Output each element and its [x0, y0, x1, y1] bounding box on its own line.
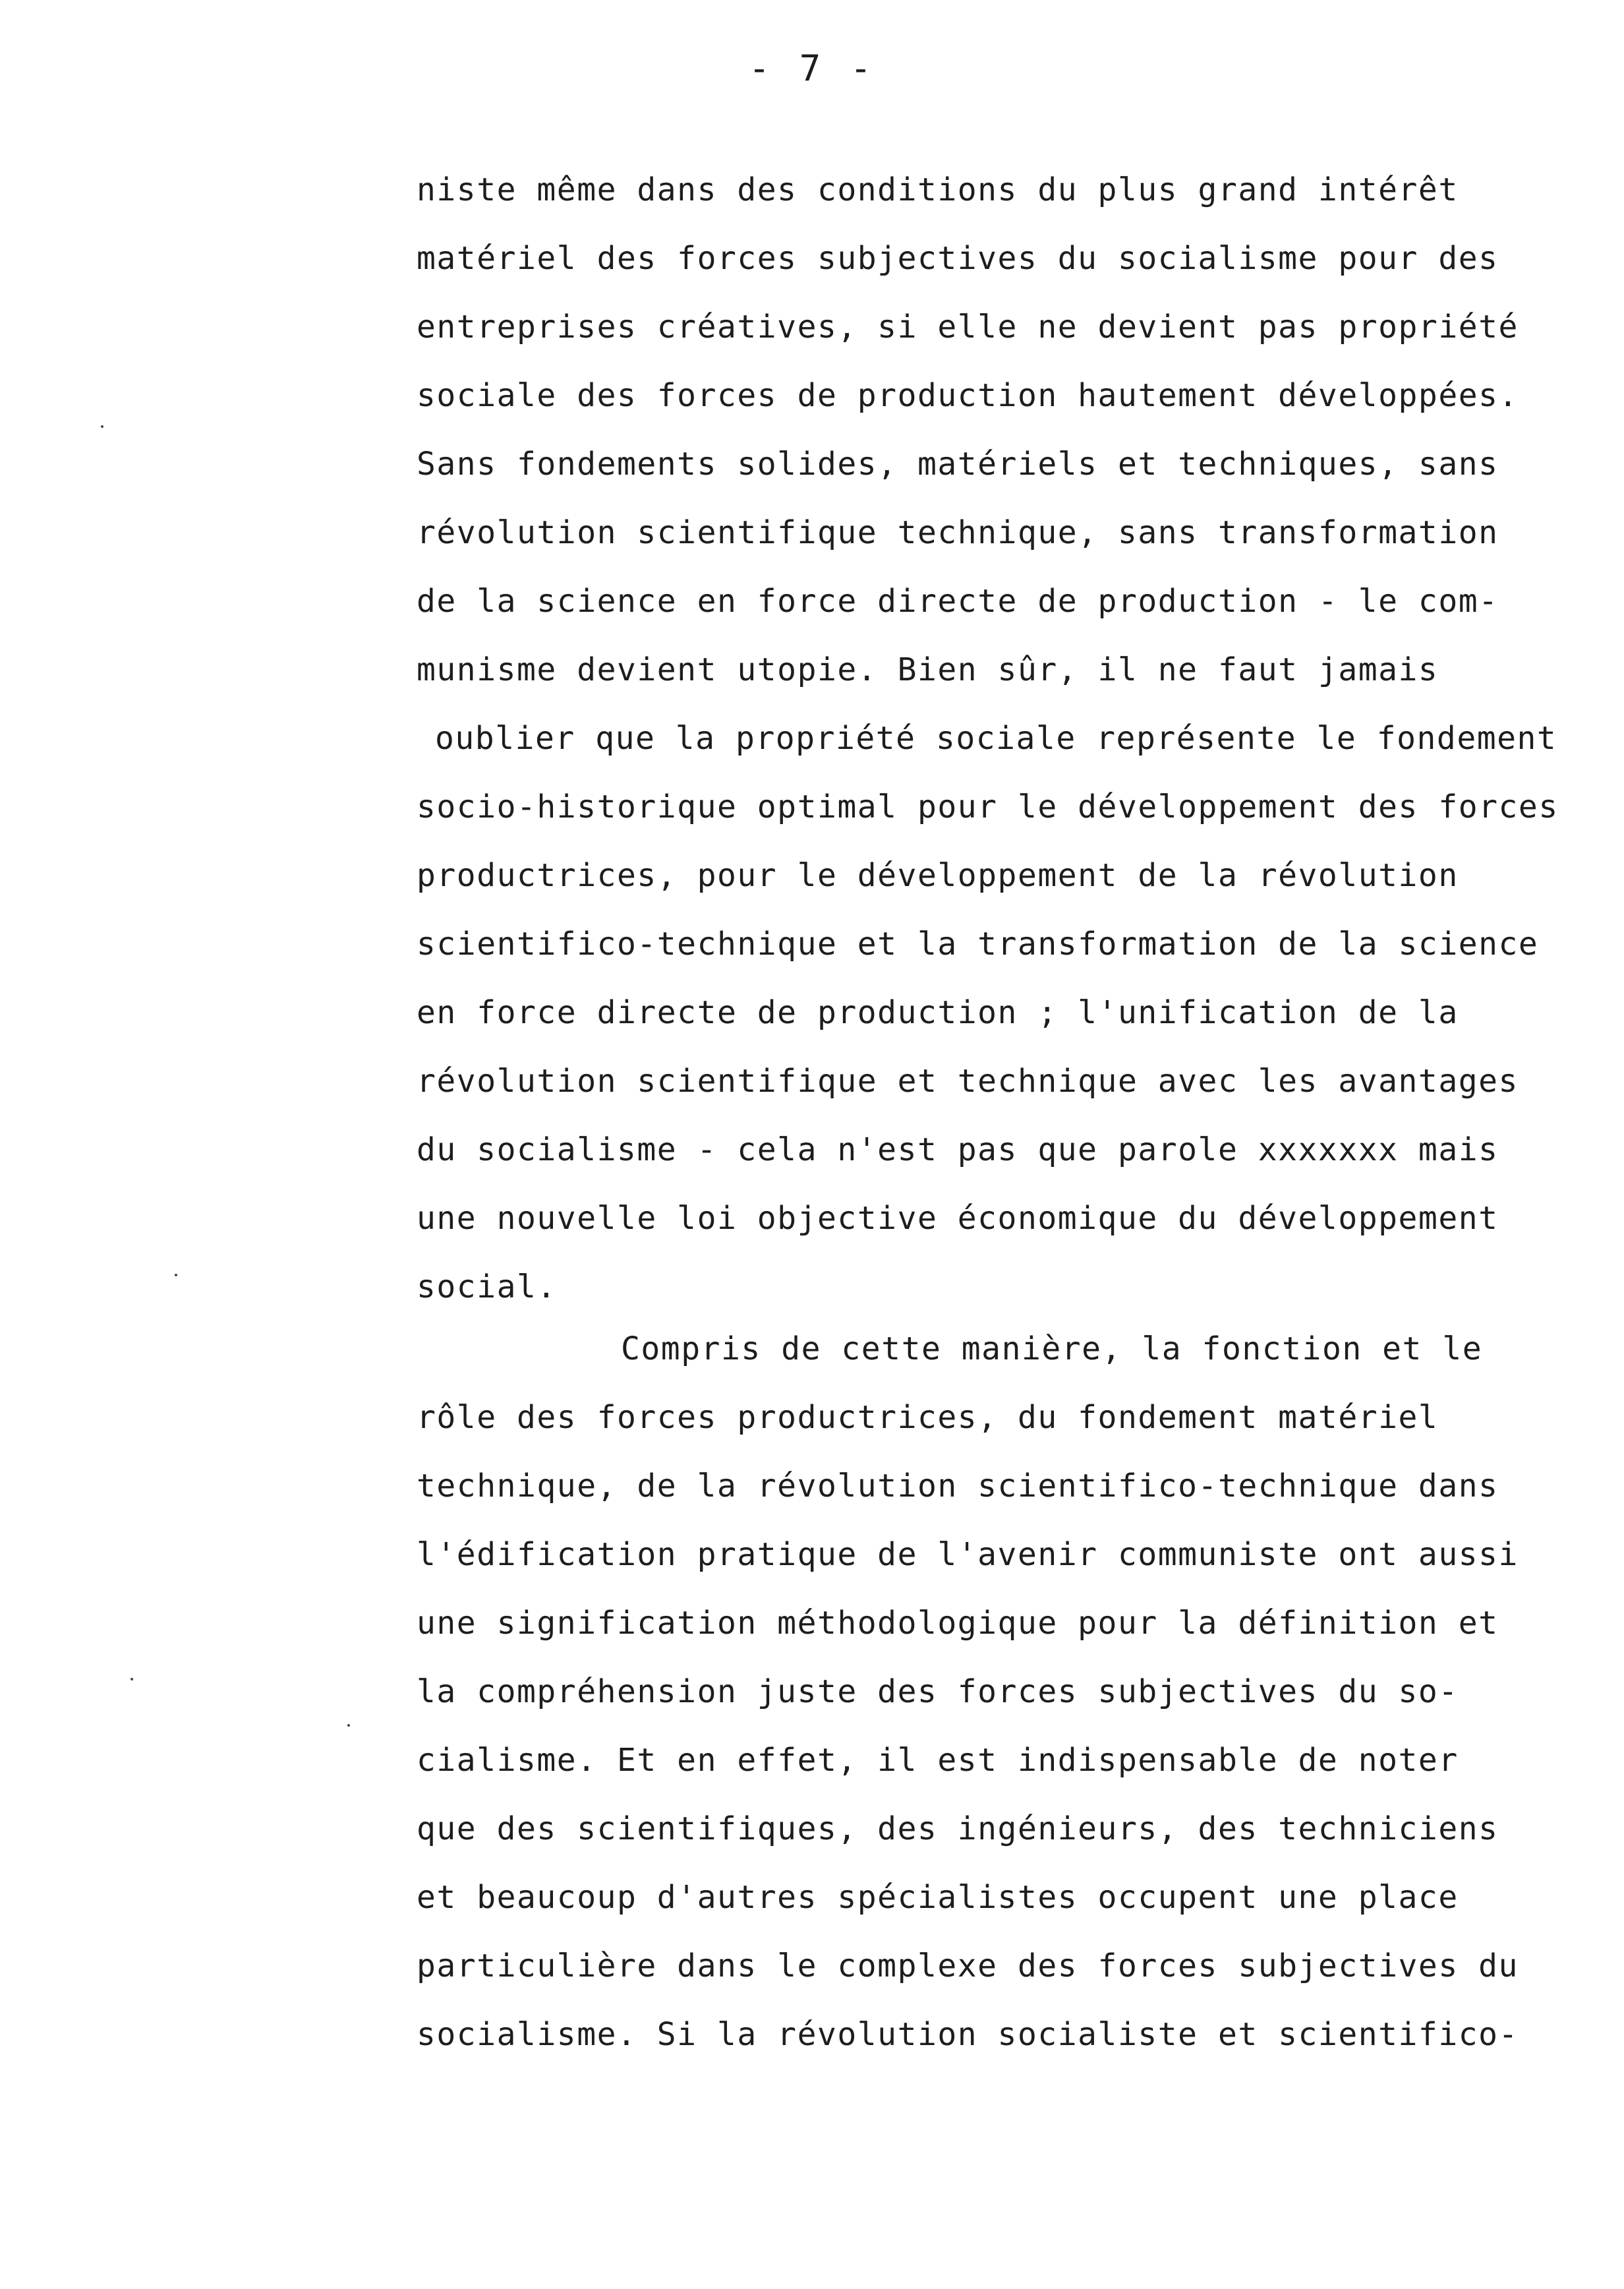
text-line: munisme devient utopie. Bien sûr, il ne faut jamais: [417, 651, 1439, 688]
scan-speck: [347, 1724, 350, 1727]
text-line: l'édification pratique de l'avenir communiste ont aussi: [417, 1536, 1519, 1573]
text-line: technique, de la révolution scientifico-technique dans: [417, 1468, 1499, 1504]
text-line: que des scientifiques, des ingénieurs, des techniciens: [417, 1810, 1499, 1847]
text-line: en force directe de production ; l'unification de la: [417, 994, 1459, 1031]
text-line: révolution scientifique technique, sans transformation: [417, 514, 1499, 551]
page-number: - 7 -: [748, 47, 876, 89]
text-line: une nouvelle loi objective économique du développement: [417, 1200, 1499, 1237]
text-line: entreprises créatives, si elle ne devient pas propriété: [417, 309, 1519, 345]
text-line: scientifico-technique et la transformation de la science: [417, 926, 1539, 963]
text-line: révolution scientifique et technique avec les avantages: [417, 1063, 1519, 1100]
text-line: particulière dans le complexe des forces subjectives du: [417, 1947, 1519, 1984]
text-line: cialisme. Et en effet, il est indispensable de noter: [417, 1742, 1459, 1779]
text-line: socio-historique optimal pour le développement des forces: [417, 788, 1559, 825]
text-line: niste même dans des conditions du plus grand intérêt: [417, 171, 1459, 208]
text-line: Compris de cette manière, la fonction et le: [621, 1330, 1483, 1367]
text-line: oublier que la propriété sociale représente le fondement: [435, 720, 1557, 757]
text-line: sociale des forces de production hautement développées.: [417, 377, 1519, 414]
text-line: social.: [417, 1268, 557, 1305]
text-line: de la science en force directe de production - le com-: [417, 583, 1499, 620]
text-line: une signification méthodologique pour la définition et: [417, 1605, 1499, 1642]
text-line: et beaucoup d'autres spécialistes occupent une place: [417, 1879, 1459, 1916]
text-line: rôle des forces productrices, du fondement matériel: [417, 1399, 1439, 1436]
text-line: socialisme. Si la révolution socialiste et scientifico-: [417, 2016, 1519, 2053]
text-line: la compréhension juste des forces subjectives du so-: [417, 1673, 1459, 1710]
scan-speck: [130, 1678, 133, 1680]
scan-speck: [101, 425, 103, 428]
scan-speck: [175, 1274, 177, 1276]
text-line: productrices, pour le développement de la révolution: [417, 857, 1459, 894]
text-line: matériel des forces subjectives du socialisme pour des: [417, 240, 1499, 277]
text-line: Sans fondements solides, matériels et techniques, sans: [417, 446, 1499, 483]
text-line: du socialisme - cela n'est pas que parole xxxxxxx mais: [417, 1131, 1499, 1168]
